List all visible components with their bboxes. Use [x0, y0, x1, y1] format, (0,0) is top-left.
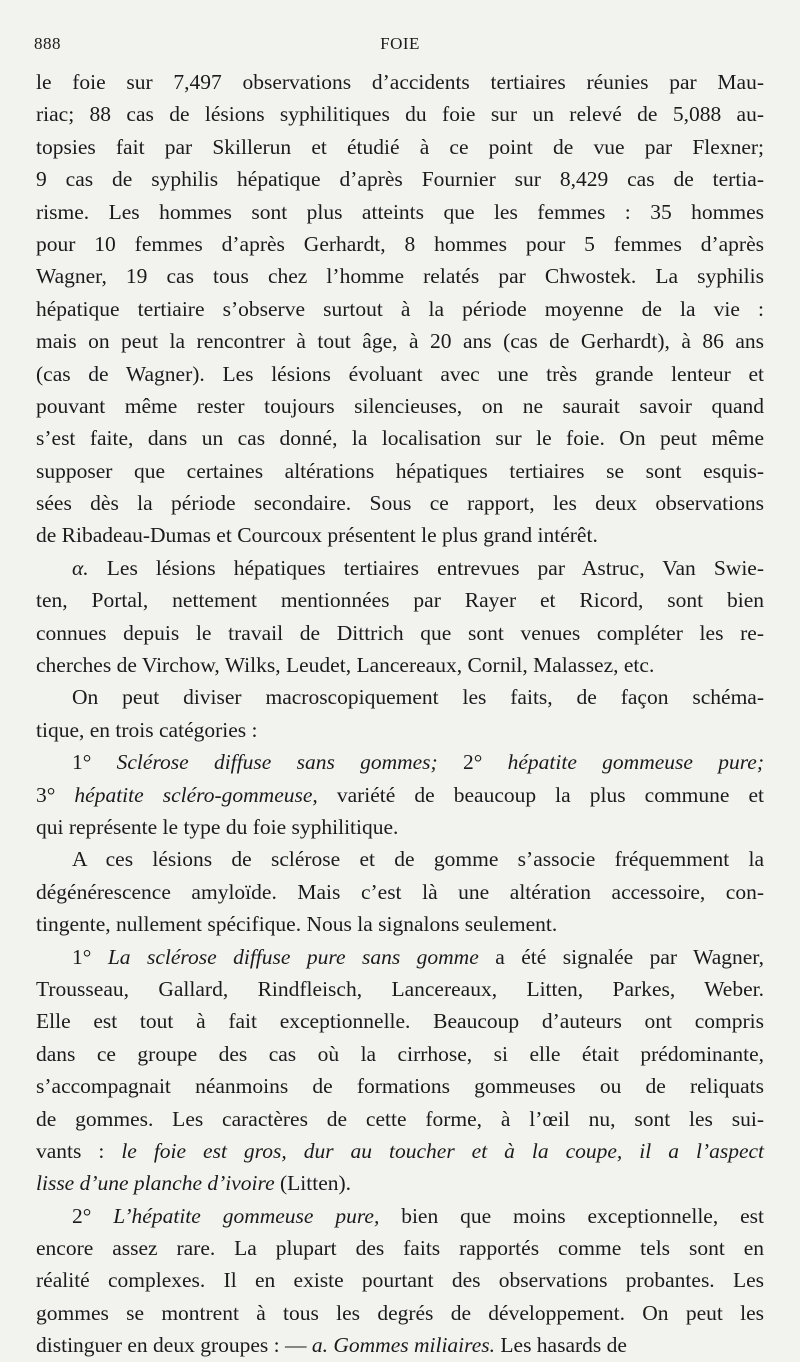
- italic-text: a. Gommes miliaires.: [311, 1333, 496, 1358]
- text-line: [36, 714, 764, 746]
- italic-text: La sclérose diffuse pure sans gomme: [91, 944, 479, 969]
- text-segment: 1°: [72, 750, 92, 775]
- text-line: [36, 1297, 764, 1329]
- text-line: [36, 98, 764, 130]
- text-line: [36, 358, 764, 390]
- text-segment: A ces lésions de sclérose et de gomme s’associe fréquemment la: [72, 847, 764, 872]
- text-segment: 2°: [72, 1203, 92, 1228]
- text-line: [36, 941, 764, 973]
- text-line: [36, 649, 764, 681]
- text-line: [36, 811, 764, 843]
- text-segment: riac; 88 cas de lésions syphilitiques du foie sur un relevé de 5,088 au-: [36, 102, 764, 127]
- paragraph: [36, 552, 764, 682]
- page-number: 888: [34, 34, 61, 53]
- paragraph: [36, 1200, 764, 1362]
- text-segment: (cas de Wagner). Les lésions évoluant avec une très grande lenteur et: [36, 361, 764, 386]
- text-segment: encore assez rare. La plupart des faits rapportés comme tels sont en: [36, 1236, 764, 1261]
- text-segment: gommes se montrent à tous les degrés de développement. On peut les: [36, 1300, 764, 1325]
- text-segment: hépatique tertiaire s’observe surtout à la période moyenne de la vie :: [36, 296, 764, 321]
- text-segment: 9 cas de syphilis hépatique d’après Fournier sur 8,429 cas de tertia-: [36, 167, 764, 192]
- text-line: [36, 487, 764, 519]
- text-segment: sées dès la période secondaire. Sous ce rapport, les deux observations: [36, 491, 764, 516]
- body-text: [36, 66, 764, 1362]
- text-line: [36, 260, 764, 292]
- italic-text: L’hépatite gommeuse pure,: [91, 1203, 380, 1228]
- text-segment: dans ce groupe des cas où la cirrhose, si elle était prédominante,: [36, 1041, 764, 1066]
- text-segment: pour 10 femmes d’après Gerhardt, 8 hommes pour 5 femmes d’après: [36, 231, 764, 256]
- text-segment: a été signalée par Wagner,: [478, 944, 764, 969]
- italic-text: Sclérose diffuse sans gommes;: [91, 750, 438, 775]
- text-line: [36, 519, 764, 551]
- text-segment: (Litten).: [274, 1171, 352, 1196]
- text-line: [36, 325, 764, 357]
- text-segment: ten, Portal, nettement mentionnées par Rayer et Ricord, sont bien: [36, 588, 764, 613]
- text-line: [36, 1005, 764, 1037]
- text-line: [36, 843, 764, 875]
- text-segment: s’accompagnait néanmoins de formations gommeuses ou de reliquats: [36, 1074, 764, 1099]
- text-line: [36, 196, 764, 228]
- text-line: [36, 973, 764, 1005]
- text-line: [36, 552, 764, 584]
- text-segment: risme. Les hommes sont plus atteints que les femmes : 35 hommes: [36, 199, 764, 224]
- text-segment: On peut diviser macroscopiquement les faits, de façon schéma-: [72, 685, 764, 710]
- text-segment: pouvant même rester toujours silencieuses, on ne saurait savoir quand: [36, 393, 764, 418]
- text-line: [36, 584, 764, 616]
- italic-text: le foie est gros, dur au toucher et à la coupe, il a l’aspect: [121, 1138, 765, 1163]
- paragraph: [36, 843, 764, 940]
- text-line: [36, 617, 764, 649]
- text-segment: topsies fait par Skillerun et étudié à ce point de vue par Flexner;: [36, 134, 764, 159]
- text-line: [36, 422, 764, 454]
- italic-text: hépatite gommeuse pure;: [482, 750, 764, 775]
- text-segment: tingente, nullement spécifique. Nous la signalons seulement.: [36, 912, 558, 937]
- text-line: [36, 66, 764, 98]
- text-segment: réalité complexes. Il en existe pourtant des observations probantes. Les: [36, 1268, 764, 1293]
- paragraph: [36, 66, 764, 552]
- text-segment: 2°: [437, 750, 483, 775]
- text-segment: bien que moins exceptionnelle, est: [379, 1203, 764, 1228]
- text-line: [36, 131, 764, 163]
- text-segment: dégénérescence amyloïde. Mais c’est là une altération accessoire, con-: [36, 879, 764, 904]
- italic-text: hépatite scléro-gommeuse,: [55, 782, 318, 807]
- text-segment: cherches de Virchow, Wilks, Leudet, Lancereaux, Cornil, Malassez, etc.: [36, 653, 655, 678]
- text-segment: Les lésions hépatiques tertiaires entrevues par Astruc, Van Swie-: [88, 555, 764, 580]
- text-segment: le foie sur 7,497 observations d’accidents tertiaires réunies par Mau-: [36, 70, 764, 94]
- text-segment: qui représente le type du foie syphilitique.: [36, 814, 399, 839]
- text-segment: de gommes. Les caractères de cette forme, à l’œil nu, sont les sui-: [36, 1106, 764, 1131]
- page-header: [30, 34, 770, 58]
- paragraph: [36, 746, 764, 843]
- text-line: [36, 779, 764, 811]
- text-segment: distinguer en deux groupes : —: [36, 1333, 312, 1358]
- text-line: [36, 1167, 764, 1199]
- italic-text: α.: [72, 555, 89, 580]
- text-segment: Trousseau, Gallard, Rindfleisch, Lancereaux, Litten, Parkes, Weber.: [36, 976, 764, 1001]
- text-line: [36, 1038, 764, 1070]
- text-line: [36, 681, 764, 713]
- text-segment: Elle est tout à fait exceptionnelle. Beaucoup d’auteurs ont compris: [36, 1009, 764, 1034]
- text-segment: supposer que certaines altérations hépatiques tertiaires se sont esquis-: [36, 458, 764, 483]
- text-line: [36, 1070, 764, 1102]
- text-line: [36, 908, 764, 940]
- text-segment: variété de beaucoup la plus commune et: [317, 782, 765, 807]
- text-line: [36, 163, 764, 195]
- text-segment: s’est faite, dans un cas donné, la localisation sur le foie. On peut même: [36, 426, 764, 451]
- text-line: [36, 390, 764, 422]
- text-line: [36, 1232, 764, 1264]
- text-segment: 3°: [36, 782, 56, 807]
- text-segment: vants :: [36, 1138, 122, 1163]
- paragraph: [36, 681, 764, 746]
- text-line: [36, 455, 764, 487]
- text-segment: connues depuis le travail de Dittrich que sont venues compléter les re-: [36, 620, 764, 645]
- text-line: [36, 876, 764, 908]
- text-line: [36, 228, 764, 260]
- text-segment: 1°: [72, 944, 92, 969]
- text-line: [36, 1329, 764, 1361]
- text-segment: mais on peut la rencontrer à tout âge, à 20 ans (cas de Gerhardt), à 86 ans: [36, 329, 764, 354]
- italic-text: lisse d’une planche d’ivoire: [36, 1171, 275, 1196]
- text-line: [36, 1103, 764, 1135]
- text-segment: Les hasards de: [495, 1333, 627, 1358]
- text-line: [36, 293, 764, 325]
- text-segment: tique, en trois catégories :: [36, 717, 258, 742]
- text-line: [36, 1200, 764, 1232]
- text-segment: de Ribadeau-Dumas et Courcoux présentent le plus grand intérêt.: [36, 523, 598, 548]
- text-line: [36, 1264, 764, 1296]
- text-line: [36, 1135, 764, 1167]
- text-line: [36, 746, 764, 778]
- paragraph: [36, 941, 764, 1200]
- text-segment: Wagner, 19 cas tous chez l’homme relatés par Chwostek. La syphilis: [36, 264, 764, 289]
- running-head: FOIE: [380, 34, 420, 53]
